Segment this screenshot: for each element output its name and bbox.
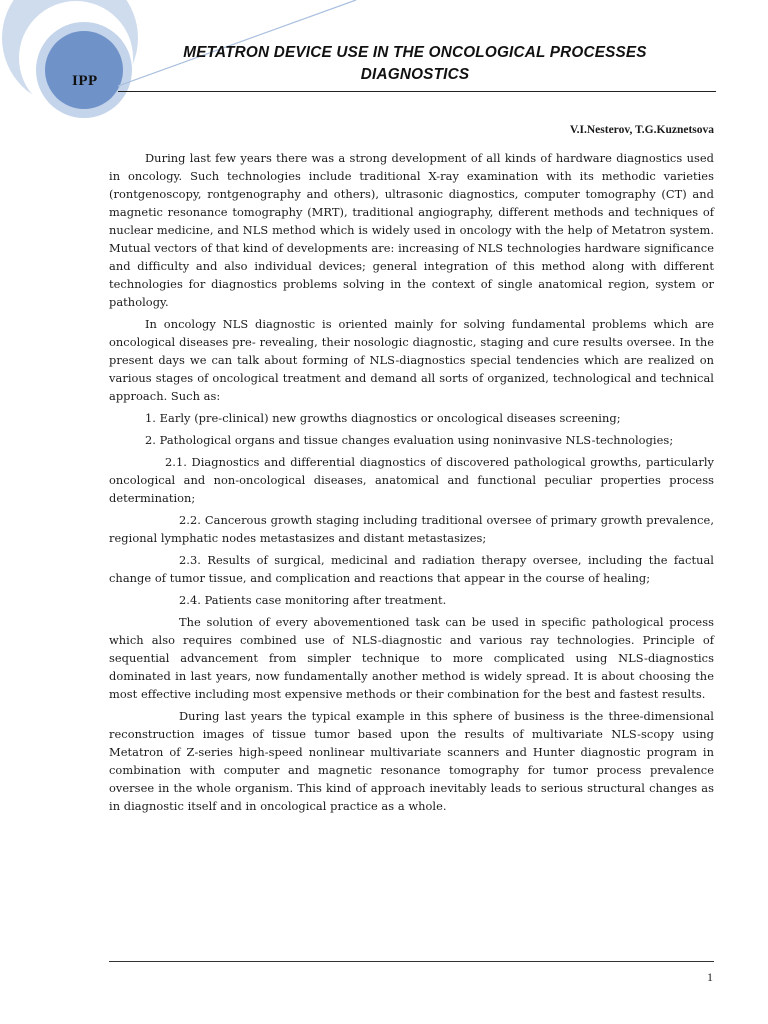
list-item-1: 1. Early (pre-clinical) new growths diagnostics or oncological diseases screening; <box>145 411 621 425</box>
title-line-1: METATRON DEVICE USE IN THE ONCOLOGICAL PROCESSES <box>183 44 647 61</box>
title-line-2: DIAGNOSTICS <box>360 66 470 83</box>
paragraph-oncology: In oncology NLS diagnostic is oriented mainly for solving fundamental problems which are oncological diseases pre- revealing, their nosologic diagnostic, staging and cure results oversee. In the present days we can talk about forming of NLS-diagnostics special tendencies which are realized on various stages of oncological treatment and demand all sorts of organized, technological and technical approach. Such as: <box>109 317 714 403</box>
list-item-2-4: 2.4. Patients case monitoring after treatment. <box>179 593 447 607</box>
paragraph-intro: During last few years there was a strong development of all kinds of hardware diagnostics used in oncology. Such technologies include traditional X-ray examination with its methodic varieties (rontgenoscopy, rontgenography and others), ultrasonic diagnostics, computer tomography (CT) and magnetic resonance tomography (MRT), traditional angiography, different methods and techniques of nuclear medicine, and NLS method which is widely used in oncology with the help of Metatron system. Mutual vectors of that kind of developments are: increasing of NLS technologies hardware significance and difficulty and also individual devices; general integration of this method along with different technologies for diagnostics problems solving in the context of single anatomical region, system or pathology. <box>109 151 714 309</box>
page-number: 1 <box>707 970 713 984</box>
logo-label: IPP <box>72 73 98 89</box>
list-item-2-1: 2.1. Diagnostics and differential diagnostics of discovered pathological growths, particularly oncological and non-oncological diseases, anatomical and functional peculiar properties process determination; <box>109 455 714 505</box>
list-item-2-2: 2.2. Cancerous growth staging including traditional oversee of primary growth prevalence, regional lymphatic nodes metastasizes and distant metastasizes; <box>109 513 714 545</box>
title-divider <box>118 91 716 92</box>
paragraph-example: During last years the typical example in this sphere of business is the three-dimensional reconstruction images of tissue tumor based upon the results of multivariate NLS-scopy using Metatron of Z-series high-speed nonlinear multivariate scanners and Hunter diagnostic program in combination with computer and magnetic resonance tomography for tumor process prevalence oversee in the whole organism. This kind of approach inevitably leads to serious structural changes as in diagnostic itself and in oncological practice as a whole. <box>109 709 714 813</box>
footer-divider <box>109 961 714 962</box>
paragraph-solution: The solution of every abovementioned task can be used in specific pathological process which also requires combined use of NLS-diagnostic and various ray technologies. Principle of sequential advancement from simpler technique to more complicated using NLS-diagnostics dominated in last years, now fundamentally another method is widely spread. It is about choosing the most effective including most expensive methods or their combination for the best and fastest results. <box>109 615 714 701</box>
list-item-2: 2. Pathological organs and tissue changes evaluation using noninvasive NLS-technologies; <box>145 433 674 447</box>
paper-title <box>118 42 712 86</box>
authors: V.I.Nesterov, T.G.Kuznetsova <box>569 124 714 136</box>
article-body <box>109 149 714 815</box>
list-item-2-3: 2.3. Results of surgical, medicinal and radiation therapy oversee, including the factual change of tumor tissue, and complication and reactions that appear in the course of healing; <box>109 553 714 585</box>
